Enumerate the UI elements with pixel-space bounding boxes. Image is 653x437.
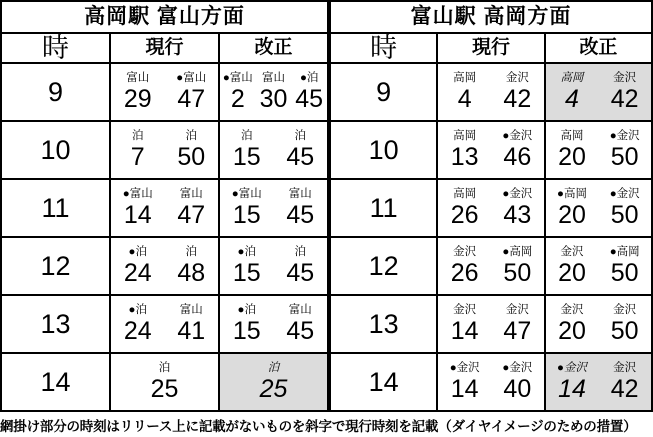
departure-slot xyxy=(220,354,327,410)
departure-slot xyxy=(546,64,599,120)
departure-slot xyxy=(598,180,651,236)
revised-schedule-cell xyxy=(219,121,328,179)
departure-slot xyxy=(111,180,165,236)
departure-slot xyxy=(438,64,491,120)
revised-schedule-cell xyxy=(219,63,328,121)
station-title: 富山駅 高岡方面 xyxy=(330,1,652,33)
slot-group xyxy=(220,354,327,410)
destination-with-bullet xyxy=(557,361,587,376)
slot-group xyxy=(438,122,543,178)
destination-with-bullet xyxy=(129,245,147,260)
destination-label: 高岡 xyxy=(560,72,584,84)
departure-slot xyxy=(491,64,544,120)
destination-label: 富山 xyxy=(229,72,253,84)
departure-slot xyxy=(491,354,544,410)
destination-label: 金沢 xyxy=(616,188,640,200)
departure-slot xyxy=(598,296,651,352)
departure-minute: 30 xyxy=(259,85,288,113)
hour-cell: 10 xyxy=(330,121,437,179)
bullet-icon: ● xyxy=(231,188,239,200)
departure-minute: 45 xyxy=(295,85,324,113)
footnote: 網掛け部分の時刻はリリース上に記載がないものを斜字で現行時刻を記載（ダイヤイメージのための措置） xyxy=(0,418,637,434)
destination-label: 富山 xyxy=(129,188,153,200)
bullet-icon: ● xyxy=(609,188,617,200)
destination-label: 泊 xyxy=(185,130,197,142)
revised-schedule-cell xyxy=(545,121,652,179)
departure-slot xyxy=(598,64,651,120)
destination-label: 富山 xyxy=(179,304,203,316)
departure-slot xyxy=(165,122,219,178)
departure-slot xyxy=(165,64,219,120)
departure-slot xyxy=(546,122,599,178)
departure-minute: 13 xyxy=(450,143,479,171)
destination-with-bullet xyxy=(502,129,532,144)
departure-minute: 25 xyxy=(150,375,179,403)
revised-schedule-cell xyxy=(545,63,652,121)
departure-minute: 14 xyxy=(450,375,479,403)
destination-with-bullet xyxy=(557,187,587,202)
departure-slot xyxy=(220,238,274,294)
departure-minute: 20 xyxy=(558,201,586,229)
departure-slot xyxy=(111,122,165,178)
table-row xyxy=(330,63,652,121)
table-row xyxy=(1,237,328,295)
destination-label: 泊 xyxy=(267,362,280,374)
destination-label: 泊 xyxy=(132,130,144,142)
current-schedule-cell xyxy=(110,121,219,179)
departure-minute: 4 xyxy=(457,85,472,113)
departure-minute: 43 xyxy=(503,201,532,229)
departure-slot xyxy=(111,296,165,352)
destination-label: 高岡 xyxy=(453,130,477,142)
departure-minute: 45 xyxy=(286,317,315,345)
departure-slot xyxy=(438,354,491,410)
departure-slot xyxy=(220,180,274,236)
slot-group xyxy=(438,64,543,120)
departure-minute: 29 xyxy=(123,85,152,113)
slot-group xyxy=(438,354,543,410)
departure-slot xyxy=(598,238,651,294)
departure-minute: 47 xyxy=(503,317,532,345)
hour-cell: 13 xyxy=(330,295,437,353)
current-schedule-cell xyxy=(437,179,544,237)
departure-slot xyxy=(438,296,491,352)
destination-label: 金沢 xyxy=(453,246,477,258)
departure-minute: 15 xyxy=(232,201,261,229)
departure-minute: 45 xyxy=(286,143,315,171)
slot-group xyxy=(220,238,327,294)
departure-minute: 45 xyxy=(286,201,315,229)
departure-slot xyxy=(274,296,328,352)
destination-label: 高岡 xyxy=(453,72,477,84)
departure-slot xyxy=(165,180,219,236)
slot-group xyxy=(220,296,327,352)
departure-minute: 26 xyxy=(450,259,479,287)
revised-schedule-cell xyxy=(219,237,328,295)
destination-label: 金沢 xyxy=(509,188,533,200)
table-row xyxy=(1,179,328,237)
hour-cell: 12 xyxy=(330,237,437,295)
destination-label: 高岡 xyxy=(453,188,477,200)
destination-label: 泊 xyxy=(135,304,147,316)
departure-minute: 24 xyxy=(123,317,152,345)
departure-slot xyxy=(256,64,292,120)
destination-label: 泊 xyxy=(185,246,197,258)
slot-group xyxy=(111,64,218,120)
destination-with-bullet xyxy=(610,129,640,144)
slot-group xyxy=(546,238,651,294)
slot-group xyxy=(111,296,218,352)
revised-schedule-cell xyxy=(219,179,328,237)
slot-group xyxy=(438,296,543,352)
hour-cell: 14 xyxy=(1,353,110,411)
destination-label: 金沢 xyxy=(560,304,584,316)
slot-group xyxy=(220,180,327,236)
destination-label: 金沢 xyxy=(613,304,637,316)
departure-minute: 20 xyxy=(558,143,586,171)
destination-with-bullet xyxy=(502,245,532,260)
destination-label: 富山 xyxy=(126,72,150,84)
destination-label: 富山 xyxy=(238,188,262,200)
destination-label: 高岡 xyxy=(509,246,533,258)
departure-minute: 24 xyxy=(123,259,152,287)
current-schedule-cell xyxy=(110,179,219,237)
bullet-icon: ● xyxy=(128,246,136,258)
destination-label: 金沢 xyxy=(509,130,533,142)
current-schedule-cell xyxy=(110,237,219,295)
destination-label: 金沢 xyxy=(613,362,637,374)
destination-label: 金沢 xyxy=(456,362,480,374)
header-current: 現行 xyxy=(110,33,219,63)
slot-group xyxy=(111,238,218,294)
destination-label: 泊 xyxy=(244,246,256,258)
departure-slot xyxy=(165,296,219,352)
destination-label: 富山 xyxy=(262,72,285,84)
departure-slot xyxy=(491,180,544,236)
bullet-icon: ● xyxy=(222,72,230,84)
destination-with-bullet xyxy=(238,303,256,318)
revised-schedule-cell xyxy=(545,237,652,295)
destination-with-bullet xyxy=(502,187,532,202)
current-schedule-cell xyxy=(437,237,544,295)
departure-minute: 42 xyxy=(610,85,639,113)
destination-label: 金沢 xyxy=(560,246,584,258)
current-schedule-cell xyxy=(437,295,544,353)
bullet-icon: ● xyxy=(557,362,564,374)
destination-with-bullet xyxy=(129,303,147,318)
departure-slot xyxy=(274,180,328,236)
departure-slot xyxy=(491,296,544,352)
destination-label: 金沢 xyxy=(509,362,533,374)
destination-label: 金沢 xyxy=(505,304,529,316)
revised-schedule-cell xyxy=(219,295,328,353)
bullet-icon: ● xyxy=(609,130,617,142)
header-current: 現行 xyxy=(437,33,544,63)
destination-with-bullet xyxy=(502,361,532,376)
departure-slot xyxy=(438,238,491,294)
destination-label: 泊 xyxy=(241,130,253,142)
destination-label: 泊 xyxy=(135,246,147,258)
destination-label: 泊 xyxy=(158,362,171,374)
header-hour: 時 xyxy=(1,33,110,63)
departure-minute: 45 xyxy=(286,259,315,287)
bullet-icon: ● xyxy=(609,246,617,258)
destination-with-bullet xyxy=(176,71,206,86)
slot-group xyxy=(111,180,218,236)
departure-slot xyxy=(111,354,218,410)
departure-minute: 50 xyxy=(503,259,532,287)
current-schedule-cell xyxy=(110,353,219,411)
slot-group xyxy=(111,354,218,410)
departure-minute: 40 xyxy=(503,375,532,403)
slot-group xyxy=(111,122,218,178)
table-row xyxy=(1,121,328,179)
departure-minute: 47 xyxy=(177,201,206,229)
departure-minute: 15 xyxy=(232,143,261,171)
bullet-icon: ● xyxy=(237,304,245,316)
station-title: 高岡駅 富山方面 xyxy=(1,1,328,33)
current-schedule-cell xyxy=(110,295,219,353)
destination-label: 金沢 xyxy=(505,72,529,84)
slot-group xyxy=(546,180,651,236)
destination-with-bullet xyxy=(123,187,153,202)
table-row xyxy=(1,63,328,121)
destination-label: 金沢 xyxy=(613,72,637,84)
destination-label: 富山 xyxy=(179,188,203,200)
current-schedule-cell xyxy=(437,121,544,179)
departure-minute: 14 xyxy=(558,375,586,403)
departure-minute: 7 xyxy=(130,143,145,171)
bullet-icon: ● xyxy=(237,246,245,258)
departure-minute: 20 xyxy=(558,259,586,287)
hour-cell: 9 xyxy=(330,63,437,121)
departure-minute: 25 xyxy=(259,375,288,403)
destination-label: 金沢 xyxy=(563,362,587,374)
departure-minute: 2 xyxy=(230,85,245,113)
bullet-icon: ● xyxy=(502,188,510,200)
destination-with-bullet xyxy=(232,187,262,202)
departure-slot xyxy=(598,122,651,178)
hour-cell: 13 xyxy=(1,295,110,353)
header-revised: 改正 xyxy=(545,33,652,63)
destination-label: 高岡 xyxy=(560,130,584,142)
slot-group xyxy=(220,122,327,178)
table-row xyxy=(1,295,328,353)
bullet-icon: ● xyxy=(502,130,510,142)
departure-minute: 4 xyxy=(565,85,579,113)
bullet-icon: ● xyxy=(176,72,184,84)
bullet-icon: ● xyxy=(502,362,510,374)
departure-minute: 14 xyxy=(123,201,152,229)
current-schedule-cell xyxy=(437,63,544,121)
current-schedule-cell xyxy=(110,63,219,121)
revised-schedule-cell xyxy=(545,179,652,237)
header-hour: 時 xyxy=(330,33,437,63)
hour-cell: 14 xyxy=(330,353,437,411)
hour-cell: 9 xyxy=(1,63,110,121)
departure-minute: 42 xyxy=(610,375,639,403)
table-row xyxy=(330,179,652,237)
departure-slot xyxy=(220,122,274,178)
departure-slot xyxy=(165,238,219,294)
departure-minute: 50 xyxy=(177,143,206,171)
revised-schedule-cell xyxy=(545,353,652,411)
departure-slot xyxy=(274,238,328,294)
destination-label: 金沢 xyxy=(453,304,477,316)
destination-with-bullet xyxy=(223,71,253,86)
destination-label: 泊 xyxy=(294,246,306,258)
table-row xyxy=(330,237,652,295)
departure-minute: 15 xyxy=(232,259,261,287)
slot-group xyxy=(438,238,543,294)
departure-minute: 50 xyxy=(610,317,639,345)
departure-slot xyxy=(546,296,599,352)
table-row xyxy=(330,353,652,411)
departure-slot xyxy=(220,296,274,352)
destination-with-bullet xyxy=(610,187,640,202)
bullet-icon: ● xyxy=(299,72,307,84)
destination-label: 富山 xyxy=(288,188,312,200)
departure-slot xyxy=(546,238,599,294)
departure-minute: 26 xyxy=(450,201,479,229)
departure-slot xyxy=(111,64,165,120)
departure-slot xyxy=(546,180,599,236)
departure-minute: 50 xyxy=(610,259,639,287)
departure-minute: 50 xyxy=(610,143,639,171)
departure-minute: 46 xyxy=(503,143,532,171)
table-row xyxy=(330,121,652,179)
destination-label: 富山 xyxy=(183,72,207,84)
hour-cell: 11 xyxy=(1,179,110,237)
departure-minute: 50 xyxy=(610,201,639,229)
hour-cell: 10 xyxy=(1,121,110,179)
slot-group xyxy=(438,180,543,236)
destination-label: 泊 xyxy=(244,304,256,316)
table-row xyxy=(1,353,328,411)
departure-slot xyxy=(598,354,651,410)
hour-cell: 11 xyxy=(330,179,437,237)
departure-minute: 42 xyxy=(503,85,532,113)
revised-schedule-cell xyxy=(219,353,328,411)
header-revised: 改正 xyxy=(219,33,328,63)
timetable-toyama xyxy=(329,0,653,412)
bullet-icon: ● xyxy=(122,188,130,200)
destination-with-bullet xyxy=(450,361,480,376)
departure-slot xyxy=(274,122,328,178)
hour-cell: 12 xyxy=(1,237,110,295)
destination-label: 金沢 xyxy=(616,130,640,142)
timetable-takaoka xyxy=(0,0,329,412)
bullet-icon: ● xyxy=(128,304,136,316)
destination-with-bullet xyxy=(238,245,256,260)
departure-slot xyxy=(491,122,544,178)
departure-minute: 41 xyxy=(177,317,206,345)
slot-group xyxy=(546,64,651,120)
departure-minute: 48 xyxy=(177,259,206,287)
departure-minute: 20 xyxy=(558,317,586,345)
destination-label: 高岡 xyxy=(616,246,640,258)
departure-slot xyxy=(220,64,256,120)
bullet-icon: ● xyxy=(557,188,564,200)
destination-label: 泊 xyxy=(306,72,319,84)
slot-group xyxy=(546,354,651,410)
bullet-icon: ● xyxy=(449,362,457,374)
departure-slot xyxy=(111,238,165,294)
departure-slot xyxy=(438,180,491,236)
destination-with-bullet xyxy=(610,245,640,260)
departure-slot xyxy=(291,64,327,120)
current-schedule-cell xyxy=(437,353,544,411)
destination-label: 泊 xyxy=(294,130,306,142)
destination-label: 富山 xyxy=(288,304,312,316)
slot-group xyxy=(546,122,651,178)
destination-label: 高岡 xyxy=(563,188,587,200)
revised-schedule-cell xyxy=(545,295,652,353)
departure-minute: 14 xyxy=(450,317,479,345)
bullet-icon: ● xyxy=(502,246,510,258)
slot-group xyxy=(546,296,651,352)
departure-slot xyxy=(491,238,544,294)
slot-group xyxy=(220,64,327,120)
table-row xyxy=(330,295,652,353)
departure-slot xyxy=(546,354,599,410)
departure-slot xyxy=(438,122,491,178)
departure-minute: 15 xyxy=(232,317,261,345)
departure-minute: 47 xyxy=(177,85,206,113)
destination-with-bullet xyxy=(300,71,318,86)
